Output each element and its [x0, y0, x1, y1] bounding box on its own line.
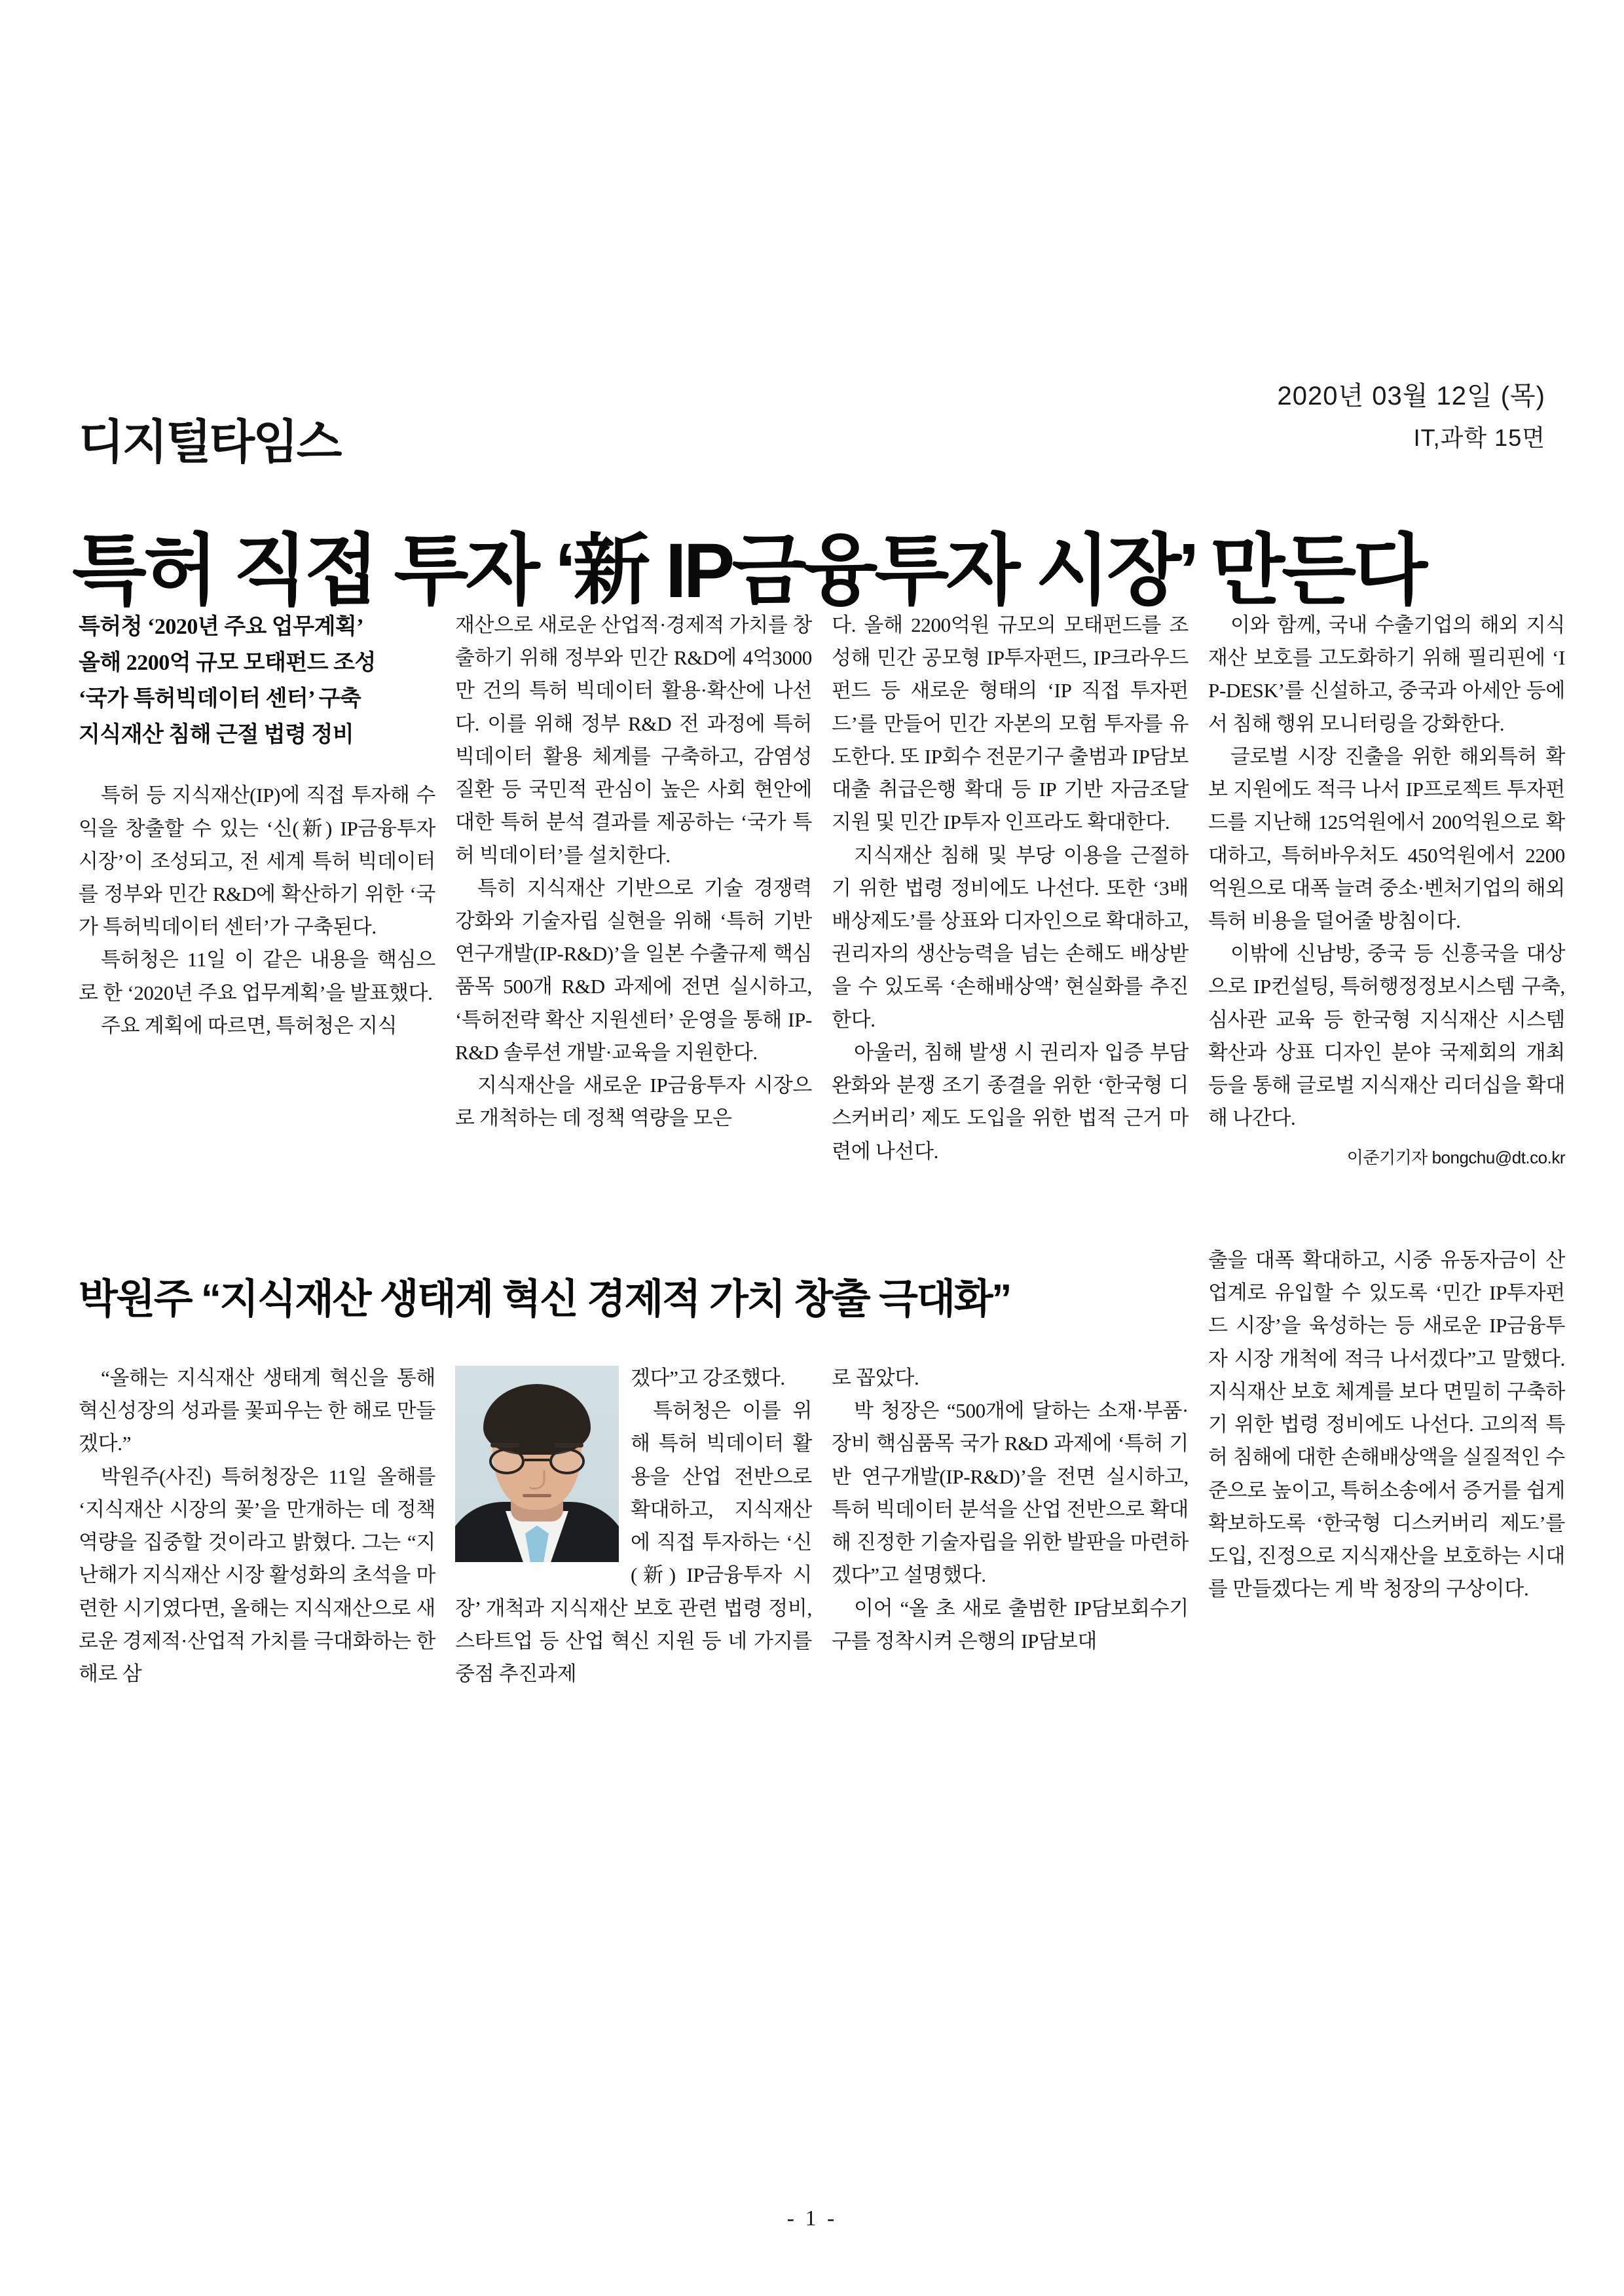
- paragraph: 이밖에 신남방, 중국 등 신흥국을 대상으로 IP컨설팅, 특허행정정보시스템 구축, 심사관 교육 등 한국형 지식재산 시스템 확산과 상표 디자인 분야 국제회의 개최 등을 통해 글로벌 지식재산 리더십을 확대해 나간다.: [1208, 942, 1565, 1130]
- paragraph: 글로벌 시장 진출을 위한 해외특허 확보 지원에도 적극 나서 IP프로젝트 투자펀드를 지난해 125억원에서 200억원으로 확대하고, 특허바우처도 450억원에서 2200억원으로 대폭 늘려 중소·벤처기업의 해외특허 비용을 덜어줄 방침이다.: [1208, 744, 1565, 932]
- photo-mouth: [523, 1494, 551, 1497]
- paragraph: 특히 지식재산 기반으로 기술 경쟁력 강화와 기술자립 실현을 위해 ‘특허 기반 연구개발(IP-R&D)’을 일본 수출규제 핵심품목 500개 R&D 과제에 전면 실시하고, ‘특허전략 확산 지원센터’ 운영을 통해 IP- R&D 솔루션 개발·교육을 지원한다.: [455, 876, 812, 1064]
- article1-column-2: [455, 609, 812, 1135]
- paragraph: 박 청장은 “500개에 달하는 소재·부품·장비 핵심품목 국가 R&D 과제에 ‘특허 기반 연구개발(IP-R&D)’을 전면 실시하고, 특허 빅데이터 분석을 산업 전반으로 확대해 진정한 기술자립을 위한 발판을 마련하겠다”고 설명했다.: [832, 1399, 1189, 1587]
- article1-column-3: [832, 609, 1189, 1168]
- paragraph: 주요 계획에 따르면, 특허청은 지식: [101, 1013, 397, 1037]
- subhead-line: 올해 2200억 규모 모태펀드 조성: [79, 651, 376, 676]
- paragraph: 이와 함께, 국내 수출기업의 해외 지식재산 보호를 고도화하기 위해 필리핀에 ‘IP-DESK’를 신설하고, 중국과 아세안 등에서 침해 행위 모니터링을 강화한다.: [1208, 613, 1565, 735]
- photo-eyebrow-right: [555, 1443, 583, 1448]
- photo-eyebrow-left: [490, 1443, 519, 1448]
- paragraph: 박원주(사진) 특허청장은 11일 올해를 ‘지식재산 시장의 꽃’을 만개하는 데 정책 역량을 집중할 것이라고 밝혔다. 그는 “지난해가 지식재산 시장 활성화의 초석을 마련한 시기였다면, 올해는 지식재산으로 새로운 경제적·산업적 가치를 극대화하는 한 해로 삼: [79, 1465, 435, 1685]
- subhead-line: 특허청 ‘2020년 주요 업무계획’: [79, 615, 364, 639]
- portrait-photo: [455, 1366, 619, 1562]
- paragraph: 아울러, 침해 발생 시 권리자 입증 부담 완화와 분쟁 조기 종결을 위한 ‘한국형 디스커버리’ 제도 도입을 위한 법적 근거 마련에 나선다.: [832, 1040, 1189, 1163]
- paragraph: 지식재산을 새로운 IP금융투자 시장으로 개척하는 데 정책 역량을 모은: [455, 1074, 812, 1130]
- article2-column-2: [455, 1362, 812, 1690]
- subhead-line: 지식재산 침해 근절 법령 정비: [79, 723, 354, 748]
- photo-glasses-bridge: [525, 1459, 549, 1461]
- article2-column-3: [832, 1362, 1189, 1658]
- paragraph: “올해는 지식재산 생태계 혁신을 통해 혁신성장의 성과를 꽃피우는 한 해로 만들겠다.”: [79, 1366, 435, 1455]
- paragraph: 특허청은 11일 이 같은 내용을 핵심으로 한 ‘2020년 주요 업무계획’을 발표했다.: [79, 948, 435, 1004]
- paragraph: 재산으로 새로운 산업적·경제적 가치를 창출하기 위해 정부와 민간 R&D에 4억3000만 건의 특허 빅데이터 활용·확산에 나선다. 이를 위해 정부 R&D 전 과정에 특허 빅데이터 활용 체계를 구축하고, 감염성 질환 등 국민적 관심이 높은 사회 현안에 대한 특허 분석 결과를 제공하는 ‘국가 특허 빅데이터’를 설치한다.: [455, 613, 812, 867]
- paragraph: 특허청은 이를 위해 특허 빅데이터 활용을 산업 전반으로 확대하고, 지식재산에 직접 투자하는 ‘신(新) IP금융투자 시장’ 개척과 지식재산 보호 관련 법령 정비, 스타트업 등 산업 혁신 지원 등 네 가지를 중점 추진과제: [455, 1399, 812, 1685]
- publication-date: 2020년 03월 12일 (목): [1277, 382, 1545, 410]
- paragraph: 출을 대폭 확대하고, 시중 유동자금이 산업계로 유입할 수 있도록 ‘민간 IP투자펀드 시장’을 육성하는 등 새로운 IP금융투자 시장 개척에 적극 나서겠다”고 말했다. 지식재산 보호 체계를 보다 면밀히 구축하기 위한 법령 정비에도 나선다. 고의적 특허 침해에 대한 손해배상액을 실질적인 수준으로 높이고, 특허소송에서 증거를 쉽게 확보하도록 ‘한국형 디스커버리 제도’를 도입, 진정으로 지식재산을 보호하는 시대를 만들겠다는 게 박 청장의 구상이다.: [1208, 1248, 1565, 1601]
- article1-byline[interactable]: 이준기기자 bongchu@dt.co.kr: [1346, 1147, 1565, 1167]
- paragraph: 겠다”고 강조했다.: [631, 1366, 785, 1389]
- page-number: - 1 -: [786, 2206, 838, 2231]
- article1-headline: 특허 직접 투자 ‘新 IP금융투자 시장’ 만든다: [72, 528, 1425, 615]
- masthead: [79, 380, 1545, 471]
- article1-column-1: [79, 609, 435, 1042]
- article2-column-1: [79, 1362, 435, 1690]
- paragraph: 이어 “올 초 새로 출범한 IP담보회수기구를 정착시켜 은행의 IP담보대: [832, 1596, 1189, 1652]
- section-and-page: IT,과학 15면: [1413, 424, 1545, 451]
- article1-subhead: [79, 609, 435, 753]
- paragraph: 지식재산 침해 및 부당 이용을 근절하기 위한 법령 정비에도 나선다. 또한 ‘3배 배상제도’를 상표와 디자인으로 확대하고, 권리자의 생산능력을 넘는 손해도 배상받을 수 있도록 ‘손해배상액’ 현실화를 추진한다.: [832, 843, 1189, 1031]
- paragraph: 로 꼽았다.: [832, 1366, 919, 1389]
- paragraph: 다. 올해 2200억원 규모의 모태펀드를 조성해 민간 공모형 IP투자펀드, IP크라우드 펀드 등 새로운 형태의 ‘IP 직접 투자펀드’를 만들어 민간 자본의 모험 투자를 유도한다. 또 IP회수 전문기구 출범과 IP담보대출 취급은행 확대 등 IP 기반 자금조달 지원 및 민간 IP투자 인프라도 확대한다.: [832, 613, 1189, 834]
- article1-column-4: [1208, 609, 1565, 1169]
- subhead-line: ‘국가 특허빅데이터 센터’ 구축: [79, 687, 361, 712]
- portrait-photo-wrapper: [455, 1366, 619, 1562]
- article2-headline: 박원주 “지식재산 생태계 혁신 경제적 가치 창출 극대화”: [79, 1277, 1010, 1322]
- masthead-meta: [1277, 380, 1545, 454]
- photo-lens-left: [489, 1448, 525, 1474]
- photo-lens-right: [549, 1448, 585, 1474]
- article2-body: [79, 1362, 1552, 1886]
- article1-body: [79, 609, 1565, 1198]
- newspaper-logo: 디지털타임스: [79, 416, 341, 469]
- paragraph: 특허 등 지식재산(IP)에 직접 투자해 수익을 창출할 수 있는 ‘신(新) IP금융투자 시장’이 조성되고, 전 세계 특허 빅데이터를 정부와 민간 R&D에 확산하기 위한 ‘국가 특허빅데이터 센터’가 구축된다.: [79, 784, 435, 939]
